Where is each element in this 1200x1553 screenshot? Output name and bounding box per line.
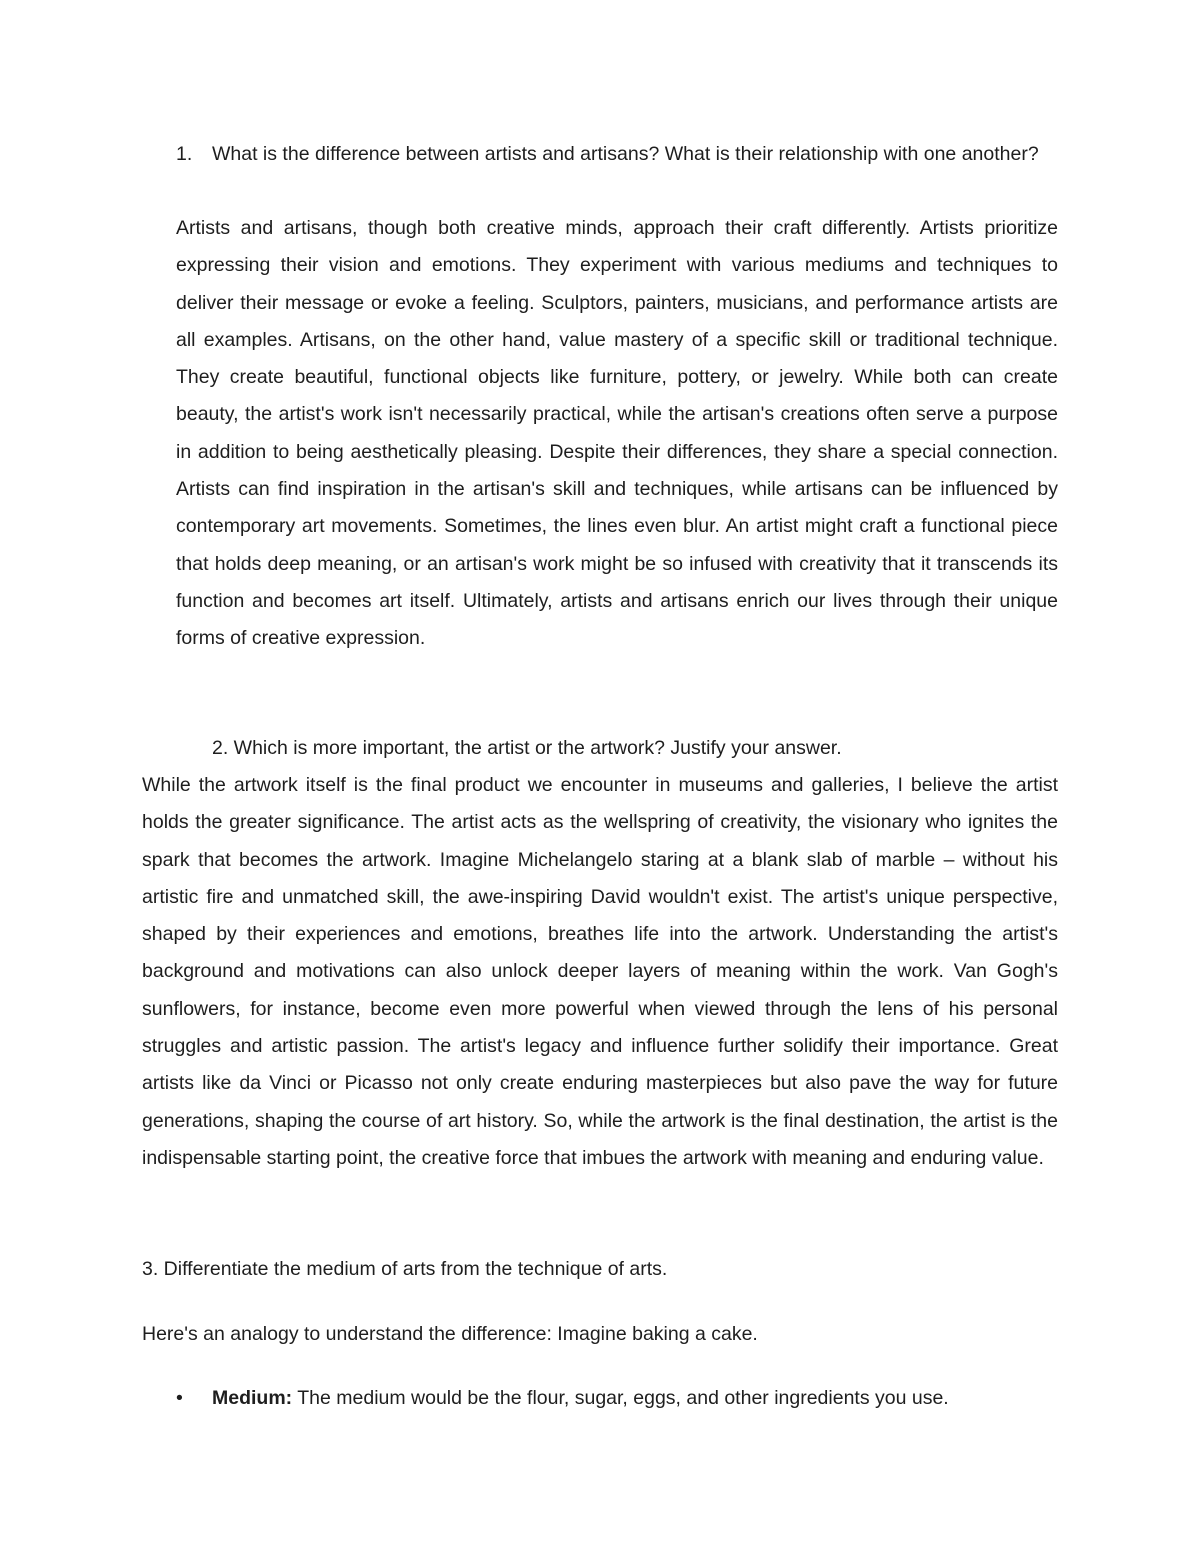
bullet-marker: • bbox=[176, 1387, 183, 1409]
question-3-text: 3. Differentiate the medium of arts from the technique of arts. bbox=[142, 1258, 668, 1280]
question-2-text: 2. Which is more important, the artist or the artwork? Justify your answer. bbox=[212, 737, 842, 759]
question-3-intro: Here's an analogy to understand the difference: Imagine baking a cake. bbox=[142, 1323, 758, 1345]
question-1-number: 1. bbox=[176, 143, 193, 165]
bullet-list-item bbox=[176, 1380, 1058, 1417]
question-2-answer: While the artwork itself is the final product we encounter in museums and galleries, I believe the artist holds the greater significance. The artist acts as the wellspring of creativity, the visionary who ignites the spark that becomes the artwork. Imagine Michelangelo staring at a blank slab of marble – without his artistic fire and unmatched skill, the awe-inspiring David wouldn't exist. The artist's unique perspective, shaped by their experiences and emotions, breathes life into the artwork. Understanding the artist's background and motivations can also unlock deeper layers of meaning within the work. Van Gogh's sunflowers, for instance, become even more powerful when viewed through the lens of his personal struggles and artistic passion. The artist's legacy and influence further solidify their importance. Great artists like da Vinci or Picasso not only create enduring masterpieces but also pave the way for future generations, shaping the course of art history. So, while the artwork is the final destination, the artist is the indispensable starting point, the creative force that imbues the artwork with meaning and enduring value. bbox=[142, 774, 1058, 1169]
question-1-text: What is the difference between artists and artisans? What is their relationship with one another? bbox=[212, 143, 1039, 165]
bullet-term: Medium: bbox=[212, 1387, 293, 1409]
question-1-answer: Artists and artisans, though both creative minds, approach their craft differently. Artists prioritize expressing their vision and emotions. They experiment with various mediums and techniques to deliver their message or evoke a feeling. Sculptors, painters, musicians, and performance artists are all examples. Artisans, on the other hand, value mastery of a specific skill or traditional technique. They create beautiful, functional objects like furniture, pottery, or jewelry. While both can create beauty, the artist's work isn't necessarily practical, while the artisan's creations often serve a purpose in addition to being aesthetically pleasing. Despite their differences, they share a special connection. Artists can find inspiration in the artisan's skill and techniques, while artisans can be influenced by contemporary art movements. Sometimes, the lines even blur. An artist might craft a functional piece that holds deep meaning, or an artisan's work might be so infused with creativity that it transcends its function and becomes art itself. Ultimately, artists and artisans enrich our lives through their unique forms of creative expression. bbox=[176, 217, 1058, 650]
bullet-text: The medium would be the flour, sugar, eggs, and other ingredients you use. bbox=[292, 1387, 949, 1409]
bullet-content bbox=[212, 1380, 1058, 1417]
question-1 bbox=[176, 136, 1058, 173]
